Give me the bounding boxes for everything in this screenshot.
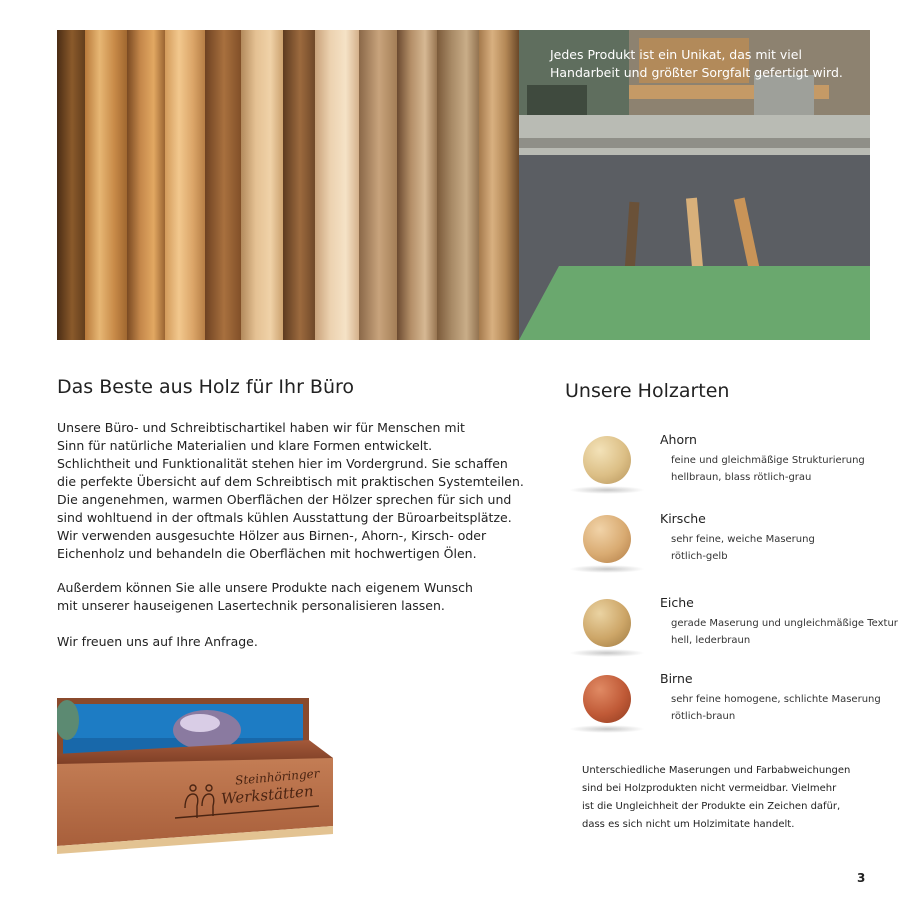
- wood-variation-note: [582, 762, 882, 834]
- main-heading: Das Beste aus Holz für Ihr Büro: [57, 376, 355, 398]
- birne-wood-sphere: [583, 675, 631, 723]
- personalization-paragraph: [57, 579, 519, 615]
- wood-description: [671, 452, 865, 486]
- caption-text: [550, 46, 865, 82]
- wood-item-ahorn: [565, 432, 885, 512]
- wood-types-heading: Unsere Holzarten: [565, 380, 730, 402]
- wood-description: [671, 531, 815, 565]
- text-line: Sinn für natürliche Materialien und klare Formen entwickelt.: [57, 438, 433, 453]
- text-line: Eichenholz und behandeln die Oberflächen mit hochwertigen Ölen.: [57, 546, 477, 561]
- wood-item-eiche: [565, 595, 898, 675]
- text-line: Wir freuen uns auf Ihre Anfrage.: [57, 634, 258, 649]
- engraved-box-photo: [57, 698, 333, 854]
- wood-grain: gerade Maserung und ungleichmäßige Textur: [671, 618, 898, 629]
- caption-banner: [519, 266, 870, 340]
- closing-paragraph: [57, 633, 519, 651]
- text-line: sind wohltuend in der oftmals kühlen Ausstattung der Büroarbeitsplätze.: [57, 510, 512, 525]
- wood-color: hellbraun, blass rötlich-grau: [671, 472, 812, 483]
- wood-name: Kirsche: [660, 511, 706, 526]
- wood-item-kirsche: [565, 511, 885, 591]
- ahorn-wood-sphere: [583, 436, 631, 484]
- wood-planks-photo: [57, 30, 519, 340]
- eiche-wood-sphere: [583, 599, 631, 647]
- text-line: Schlichtheit und Funktionalität stehen hier im Vordergrund. Sie schaffen: [57, 456, 508, 471]
- wood-grain: feine und gleichmäßige Strukturierung: [671, 455, 865, 466]
- brand-line-2: Werkstätten: [220, 781, 315, 809]
- kirsche-wood-sphere: [583, 515, 631, 563]
- text-line: Außerdem können Sie alle unsere Produkte nach eigenem Wunsch: [57, 580, 473, 595]
- wood-color: rötlich-braun: [671, 711, 736, 722]
- caption-line: Jedes Produkt ist ein Unikat, das mit viel: [550, 47, 802, 62]
- wood-name: Ahorn: [660, 432, 697, 447]
- text-line: Wir verwenden ausgesuchte Hölzer aus Birnen-, Ahorn-, Kirsch- oder: [57, 528, 487, 543]
- brand-line-1: Steinhöringer: [234, 766, 320, 788]
- wood-description: [671, 691, 881, 725]
- lathe-workshop-photo: [519, 30, 870, 340]
- sphere-shadow: [569, 565, 645, 573]
- note-line: sind bei Holzprodukten nicht vermeidbar. Vielmehr: [582, 783, 837, 794]
- wood-color: rötlich-gelb: [671, 551, 728, 562]
- wood-grain: sehr feine, weiche Maserung: [671, 534, 815, 545]
- text-line: die perfekte Übersicht auf dem Schreibtisch mit praktischen Systemteilen.: [57, 474, 524, 489]
- note-line: dass es sich nicht um Holzimitate handelt.: [582, 819, 795, 830]
- intro-paragraph: [57, 419, 524, 563]
- text-line: Unsere Büro- und Schreibtischartikel haben wir für Menschen mit: [57, 420, 465, 435]
- wood-name: Birne: [660, 671, 693, 686]
- wood-item-birne: [565, 671, 885, 751]
- wood-name: Eiche: [660, 595, 694, 610]
- text-line: mit unserer hauseigenen Lasertechnik personalisieren lassen.: [57, 598, 445, 613]
- text-line: Die angenehmen, warmen Oberflächen der Hölzer sprechen für sich und: [57, 492, 512, 507]
- wood-grain: sehr feine homogene, schlichte Maserung: [671, 694, 881, 705]
- sphere-shadow: [569, 649, 645, 657]
- note-line: ist die Ungleichheit der Produkte ein Zeichen dafür,: [582, 801, 841, 812]
- wood-description: [671, 615, 898, 649]
- wood-color: hell, lederbraun: [671, 635, 751, 646]
- note-line: Unterschiedliche Maserungen und Farbabweichungen: [582, 765, 851, 776]
- sphere-shadow: [569, 486, 645, 494]
- sphere-shadow: [569, 725, 645, 733]
- caption-line: Handarbeit und größter Sorgfalt gefertigt wird.: [550, 65, 843, 80]
- page-number: 3: [857, 871, 866, 885]
